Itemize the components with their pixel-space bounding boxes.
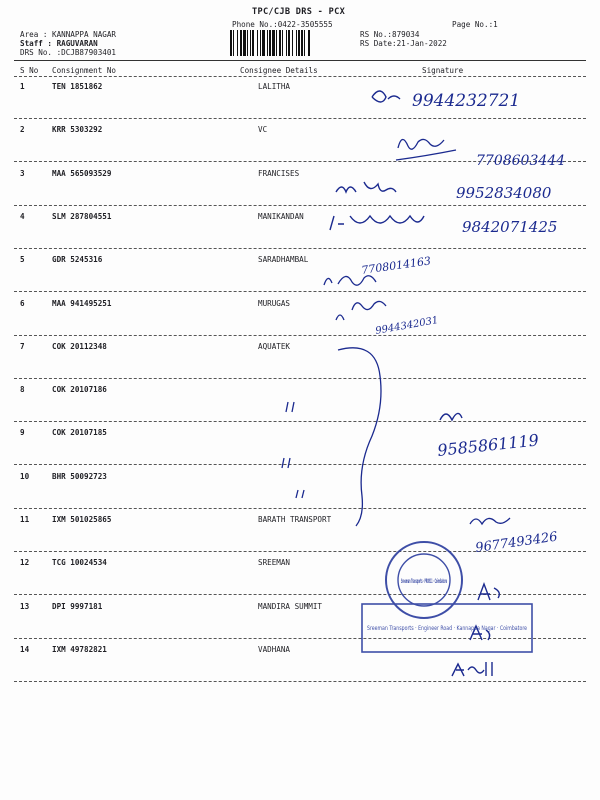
row-consignee: MURUGAS bbox=[258, 298, 291, 308]
handwritten-phone: 9952834080 bbox=[456, 184, 552, 202]
row-consignment-no: TCG 10024534 bbox=[52, 558, 107, 568]
signature-scribble bbox=[336, 182, 396, 192]
handwritten-phone: 7708014163 bbox=[360, 254, 432, 277]
barcode-bar bbox=[269, 30, 271, 56]
barcode-bar bbox=[272, 30, 275, 56]
barcode-bar bbox=[252, 30, 254, 56]
row-consignee: SARADHAMBAL bbox=[258, 255, 309, 265]
barcode-bar bbox=[288, 30, 290, 56]
phone-number: Phone No.:0422-3505555 bbox=[232, 20, 333, 29]
ditto-mark bbox=[282, 458, 290, 468]
row-divider bbox=[14, 551, 586, 552]
row-sno: 13 bbox=[20, 601, 30, 611]
barcode-bar bbox=[257, 30, 258, 56]
barcode-bar bbox=[304, 30, 305, 56]
page-number: Page No.:1 bbox=[452, 20, 498, 29]
barcode-bar bbox=[262, 30, 265, 56]
row-divider bbox=[14, 638, 586, 639]
row-consignee: VADHANA bbox=[258, 644, 291, 654]
ditto-mark bbox=[286, 402, 294, 412]
sheet-title: TPC/CJB DRS - PCX bbox=[252, 7, 346, 17]
staff-label: Staff : RAGUVARAN bbox=[20, 39, 98, 48]
row-consignment-no: MAA 941495251 bbox=[52, 298, 112, 308]
barcode-bar bbox=[233, 30, 234, 56]
row-consignee: MANIKANDAN bbox=[258, 211, 304, 221]
row-consignee: FRANCISES bbox=[258, 168, 300, 178]
row-sno: 7 bbox=[20, 341, 25, 351]
handwritten-phone: 9944232721 bbox=[412, 91, 521, 111]
row-consignment-no: TEN 1851862 bbox=[52, 82, 103, 91]
row-sno: 2 bbox=[20, 125, 25, 135]
handwritten-phone: 9944342031 bbox=[374, 315, 440, 337]
rs-date: RS Date:21-Jan-2022 bbox=[360, 39, 447, 48]
signature-scribble bbox=[470, 518, 510, 524]
row-divider bbox=[14, 378, 586, 379]
signature-scribble bbox=[324, 276, 376, 285]
row-consignee: MANDIRA SUMMIT bbox=[258, 601, 323, 611]
handwritten-phone: 9677493426 bbox=[474, 529, 559, 556]
signature-scribble bbox=[372, 91, 400, 102]
row-divider bbox=[14, 681, 586, 682]
row-consignment-no: GDR 5245316 bbox=[52, 255, 103, 265]
row-consignment-no: MAA 565093529 bbox=[52, 168, 112, 178]
row-consignment-no: COK 20107185 bbox=[52, 428, 107, 438]
row-sno: 11 bbox=[20, 515, 30, 524]
row-divider bbox=[14, 161, 586, 162]
barcode-bar bbox=[292, 30, 293, 56]
row-divider bbox=[14, 291, 586, 292]
barcode-bar bbox=[260, 30, 261, 56]
barcode-bar bbox=[286, 30, 287, 56]
row-consignee: LALITHA bbox=[258, 82, 291, 91]
column-sno: S No bbox=[20, 66, 39, 75]
stamp-text: Sreeman Transports · PR8811 · Coimbatore bbox=[401, 578, 447, 585]
barcode bbox=[230, 30, 356, 56]
barcode-bar bbox=[250, 30, 251, 56]
row-consignment-no: COK 20112348 bbox=[52, 341, 107, 351]
column-consignment: Consignment No bbox=[52, 66, 117, 75]
header-divider bbox=[14, 60, 586, 61]
row-consignment-no: BHR 50092723 bbox=[52, 471, 107, 481]
barcode-bar bbox=[243, 30, 246, 56]
row-divider bbox=[14, 118, 586, 119]
barcode-bar bbox=[230, 30, 232, 56]
row-consignee: BARATH TRANSPORT bbox=[258, 515, 332, 524]
row-divider bbox=[14, 248, 586, 249]
row-sno: 5 bbox=[20, 255, 25, 265]
row-consignment-no: COK 20107186 bbox=[52, 385, 107, 395]
row-consignee: SREEMAN bbox=[258, 558, 291, 568]
row-consignment-no: IXM 49782821 bbox=[52, 644, 107, 654]
barcode-bar bbox=[282, 30, 283, 56]
barcode-bar bbox=[301, 30, 303, 56]
row-sno: 12 bbox=[20, 558, 30, 568]
row-sno: 8 bbox=[20, 385, 25, 395]
signature-scribble bbox=[330, 216, 424, 230]
drs-number: DRS No. :DCJB87903401 bbox=[20, 48, 117, 57]
handwritten-phone: 9842071425 bbox=[462, 218, 558, 236]
row-sno: 4 bbox=[20, 211, 25, 221]
row-consignment-no: DPI 9997181 bbox=[52, 601, 103, 611]
row-consignee: AQUATEK bbox=[258, 341, 291, 351]
handwritten-phone: 9585861119 bbox=[436, 430, 540, 460]
row-divider bbox=[14, 421, 586, 422]
row-divider bbox=[14, 594, 586, 595]
row-sno: 3 bbox=[20, 168, 25, 178]
row-sno: 6 bbox=[20, 298, 25, 308]
signature-scribble bbox=[396, 139, 456, 160]
barcode-bar bbox=[296, 30, 297, 56]
barcode-bar bbox=[279, 30, 281, 56]
barcode-bar bbox=[308, 30, 310, 56]
barcode-bar bbox=[276, 30, 277, 56]
ditto-mark bbox=[296, 490, 304, 498]
row-sno: 9 bbox=[20, 428, 25, 438]
company-stamp bbox=[362, 542, 532, 652]
column-consignee: Consignee Details bbox=[240, 66, 318, 75]
row-consignment-no: IXM 501025865 bbox=[52, 515, 112, 524]
row-divider bbox=[14, 335, 586, 336]
handwritten-phone: 7708603444 bbox=[476, 153, 566, 169]
signature-scribble bbox=[336, 301, 386, 320]
signature-scribble bbox=[338, 348, 381, 526]
row-consignment-no: SLM 287804551 bbox=[52, 211, 112, 221]
column-divider bbox=[14, 76, 586, 77]
signature-scribble bbox=[440, 413, 462, 420]
signature-scribble bbox=[452, 662, 492, 676]
barcode-bar bbox=[298, 30, 300, 56]
signature-scribble bbox=[478, 584, 499, 600]
row-divider bbox=[14, 464, 586, 465]
barcode-bar bbox=[240, 30, 242, 56]
area-label: Area : KANNAPPA NAGAR bbox=[20, 30, 117, 39]
row-consignee: VC bbox=[258, 125, 268, 135]
row-divider bbox=[14, 205, 586, 206]
barcode-bar bbox=[267, 30, 268, 56]
row-sno: 10 bbox=[20, 471, 30, 481]
row-consignment-no: KRR 5303292 bbox=[52, 125, 103, 135]
stamp-box-text: Sreeman Transports · Engineer Road · Kannappa Nagar · Coimbatore bbox=[367, 625, 528, 632]
row-divider bbox=[14, 508, 586, 509]
row-sno: 1 bbox=[20, 82, 25, 91]
row-sno: 14 bbox=[20, 644, 30, 654]
barcode-bar bbox=[247, 30, 248, 56]
rs-number: RS No.:879034 bbox=[360, 30, 420, 39]
column-signature: Signature bbox=[422, 66, 464, 75]
barcode-bar bbox=[237, 30, 238, 56]
